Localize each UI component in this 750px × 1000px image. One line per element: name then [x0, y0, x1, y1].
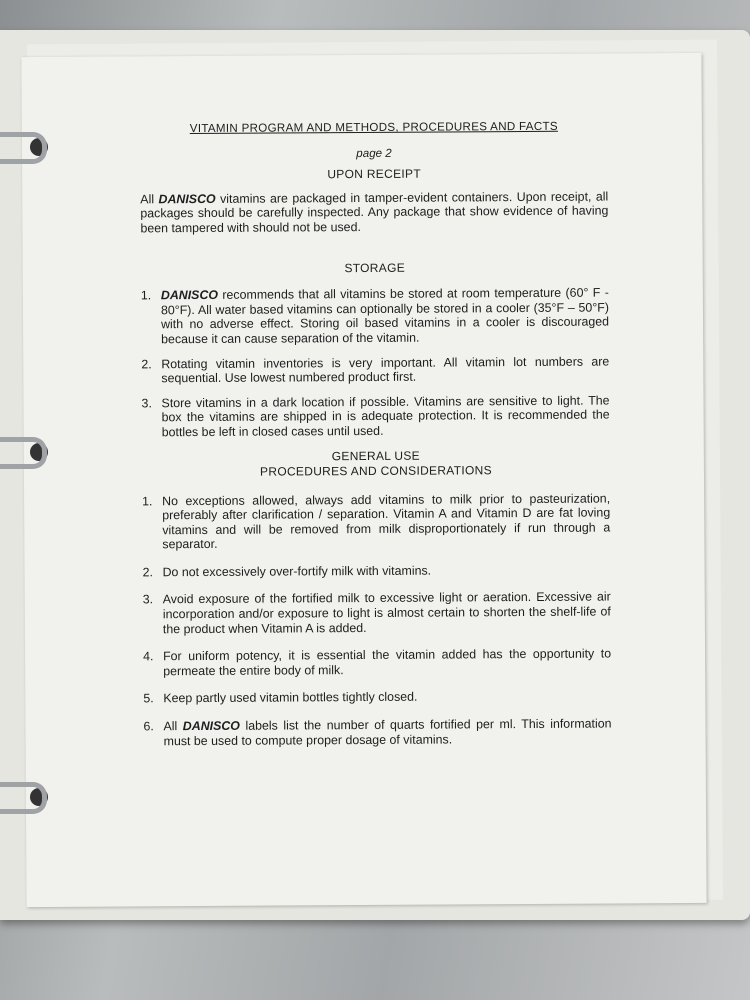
section-heading-general-use: [142, 447, 610, 480]
item-number: 6.: [143, 719, 154, 734]
item-number: 5.: [143, 691, 154, 706]
item-number: 3.: [142, 592, 154, 607]
upon-receipt-paragraph: [140, 189, 608, 236]
text: Avoid exposure of the fortified milk to excessive light or aeration. Excessive air incorporation and/or exposure to light is almost certain to shorten the shelf-life of the product when Vitamin A is added.: [162, 589, 611, 636]
text: For uniform potency, it is essential the vitamin added has the opportunity to permeate the entire body of milk.: [163, 646, 612, 679]
item-number: 2.: [142, 565, 153, 580]
heading-line: GENERAL USE: [331, 448, 421, 463]
general-use-list: [142, 491, 612, 749]
text: recommends that all vitamins be stored at room temperature (60° F - 80°F). All water based vitamins can optionally be stored in a cooler (35°F – 50°F) with no adverse effect. Storing oil based vitamins in a cooler is discouraged because it can cause separation of the vitamin.: [160, 285, 610, 347]
text: Do not excessively over-fortify milk with vitamins.: [162, 563, 432, 580]
binder-ring: [0, 437, 47, 469]
item-number: 3.: [141, 396, 152, 411]
binder-ring: [0, 782, 47, 814]
brand-name: DANISCO: [160, 288, 219, 303]
heading-line: PROCEDURES AND CONSIDERATIONS: [259, 462, 492, 479]
document-title: VITAMIN PROGRAM AND METHODS, PROCEDURES AND FACTS: [189, 119, 558, 136]
item-number: 4.: [143, 649, 154, 664]
binder-ring: [0, 132, 47, 164]
storage-list: [141, 286, 610, 440]
text: labels list the number of quarts fortified per ml. This information must be used to compute proper dosage of vitamins.: [163, 716, 612, 748]
list-item: [141, 354, 609, 386]
page-number: page 2: [356, 146, 392, 160]
brand-name: DANISCO: [182, 718, 240, 734]
text: No exceptions allowed, always add vitamins to milk prior to pasteurization, preferably after clarification / separation. Vitamin A and Vitamin D are fat loving vitamins and will be removed from milk disproportionately if run through a separator.: [162, 490, 611, 552]
text: vitamins are packaged in tamper-evident containers. Upon receipt, all packages should be carefully inspected. Any package that show evidence of having been tampered with should not be used.: [140, 189, 609, 236]
item-number: 1.: [140, 288, 152, 303]
list-item: [143, 689, 611, 706]
list-item: [141, 286, 609, 347]
text: Store vitamins in a dark location if possible. Vitamins are sensitive to light. The box the vitamins are shipped in is adequate protection. It is recommended the bottles be left in closed cases until used.: [161, 393, 610, 440]
item-number: 2.: [141, 356, 152, 371]
section-heading-storage: STORAGE: [344, 260, 406, 275]
list-item: [143, 647, 611, 679]
text: Keep partly used vitamin bottles tightly closed.: [163, 690, 418, 706]
list-item: [142, 491, 610, 552]
list-item: [141, 393, 609, 440]
brand-name: DANISCO: [158, 191, 216, 207]
section-heading-upon-receipt: UPON RECEIPT: [327, 166, 421, 182]
item-number: 1.: [142, 493, 153, 508]
list-item: [143, 590, 611, 637]
text: All: [140, 192, 159, 207]
page-content: [140, 120, 612, 762]
text: Rotating vitamin inventories is very important. All vitamin lot numbers are sequential. Use lowest numbered product first.: [161, 354, 610, 386]
list-item: [143, 717, 611, 749]
text: All: [163, 719, 183, 734]
list-item: [143, 562, 611, 579]
document-page: [21, 53, 706, 907]
